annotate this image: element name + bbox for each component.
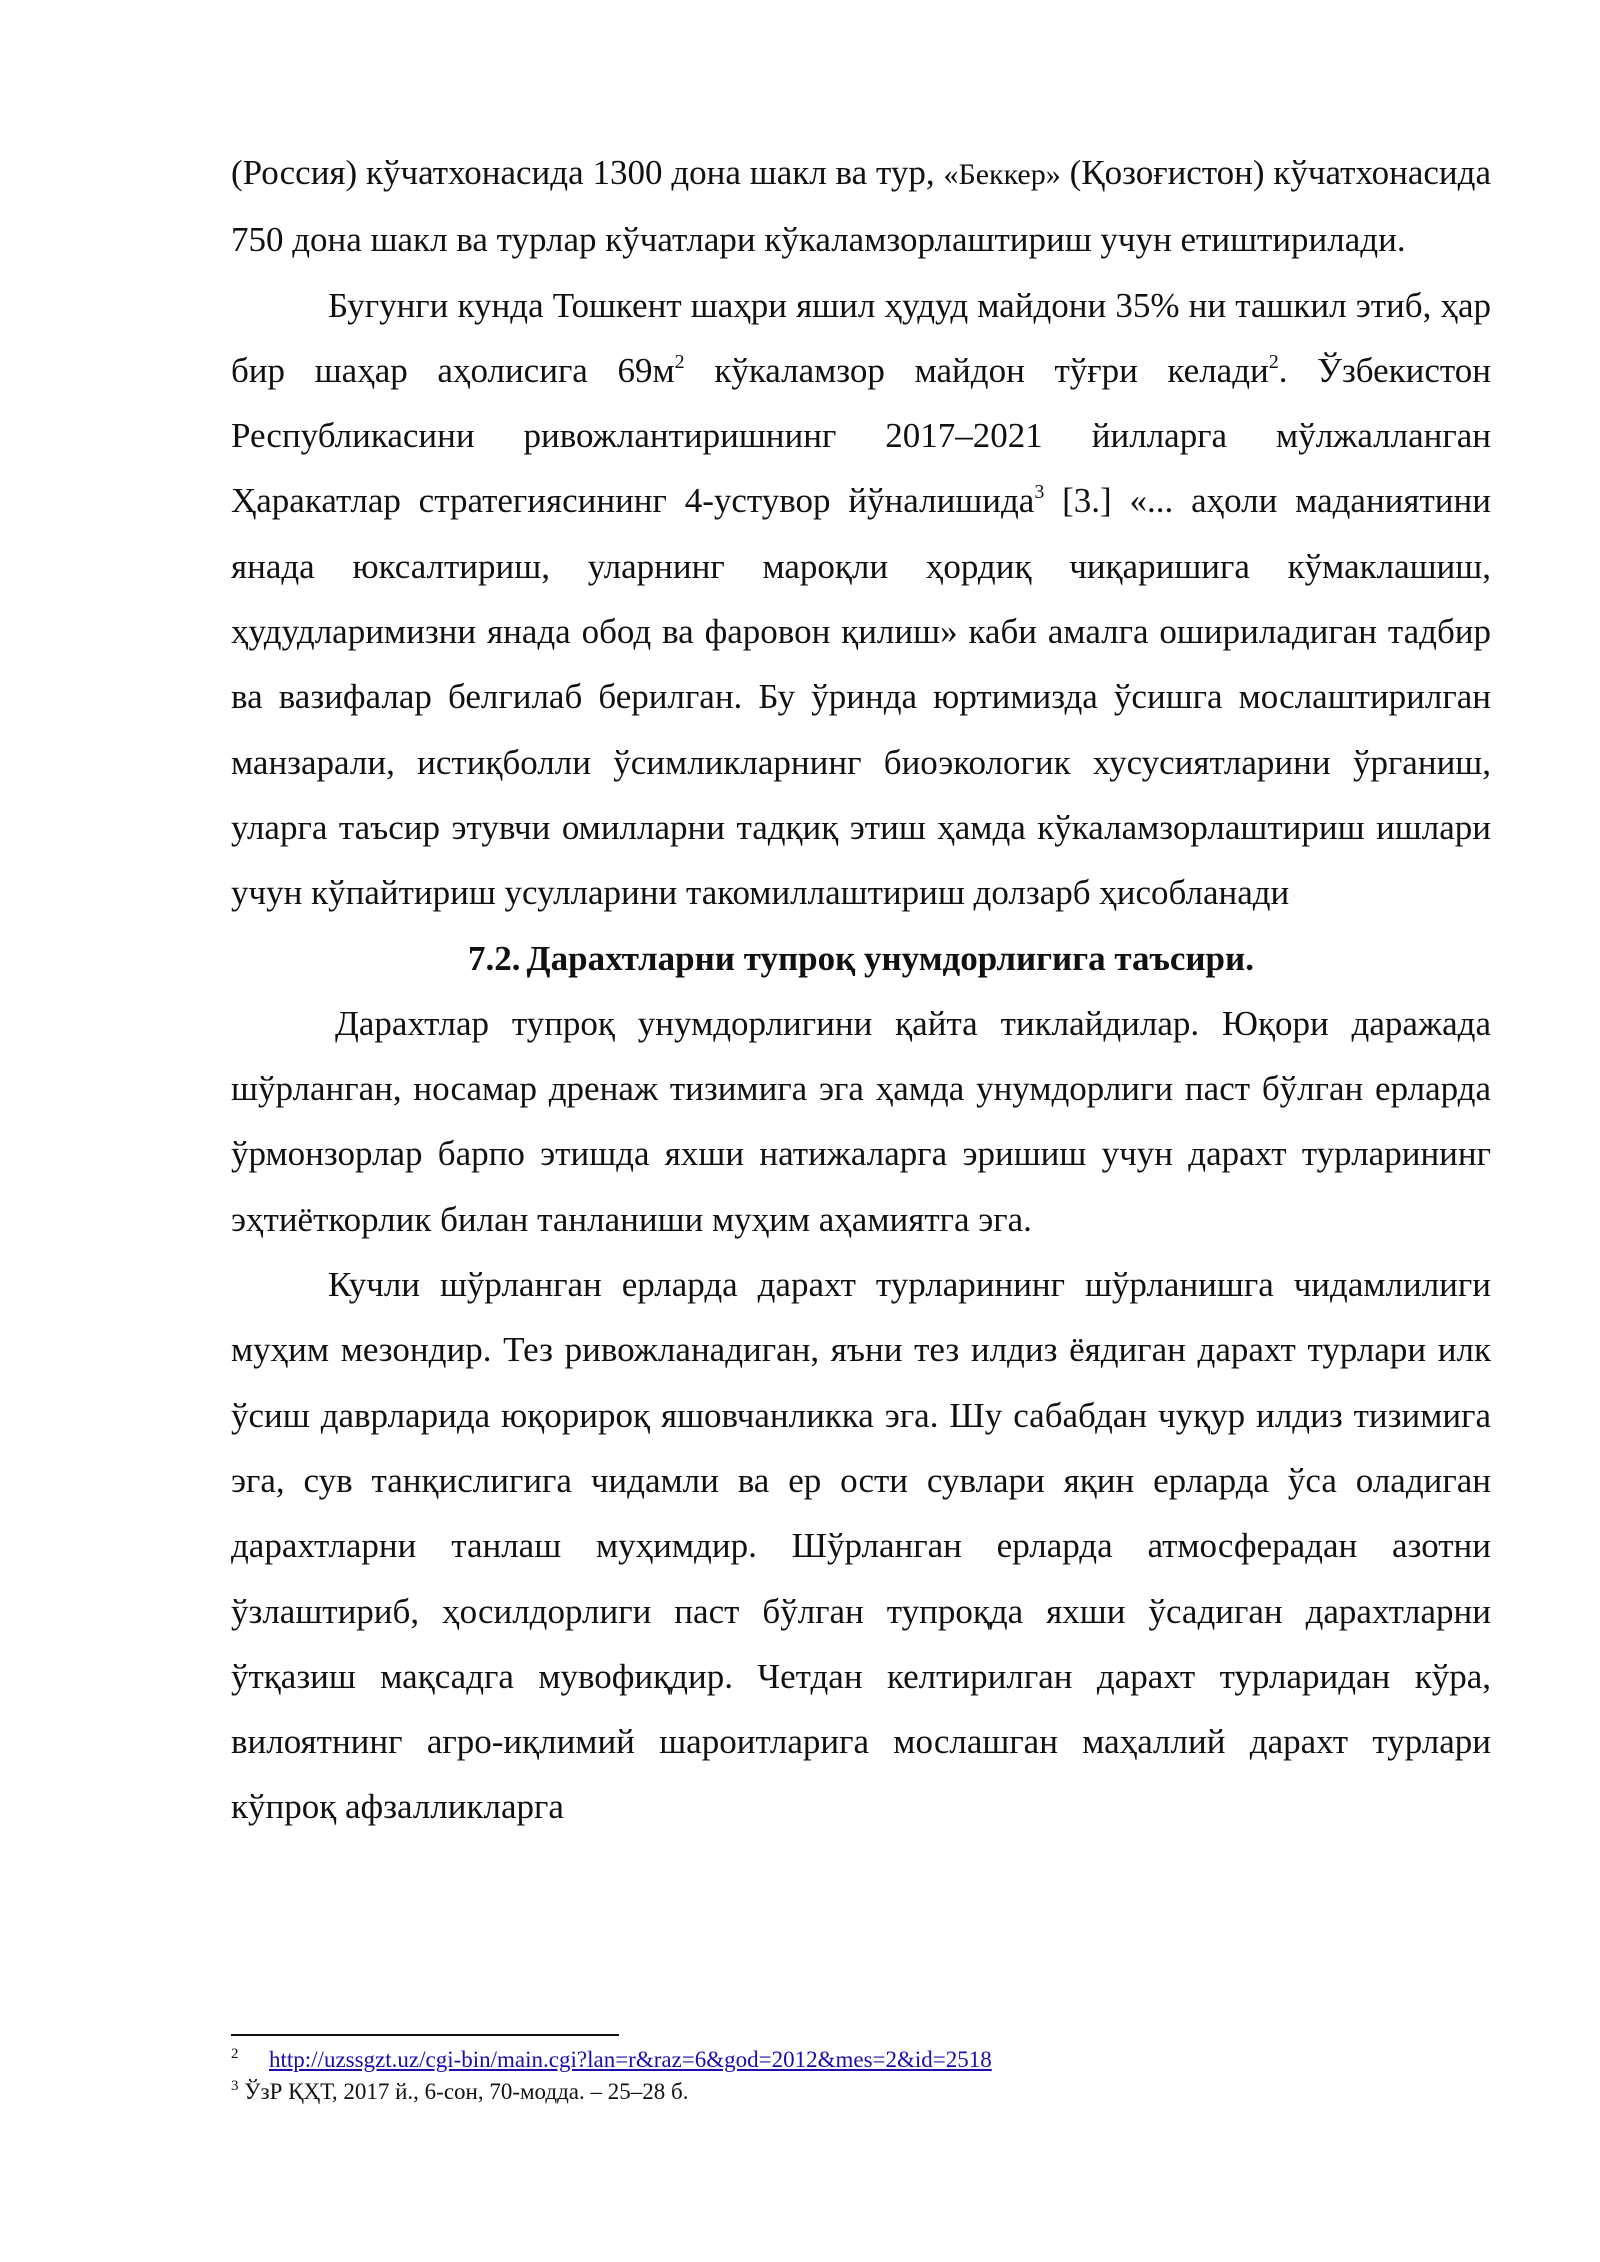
paragraph-text: Бугунги кунда Тошкент шаҳри яшил ҳудуд майдони 35% ни ташкил этиб, ҳар бир шаҳар аҳолисига 69м — [231, 285, 1491, 390]
document-body — [231, 140, 1491, 1840]
section-heading — [231, 926, 1491, 991]
paragraph-text: (Қозоғистон) кўчатхонасида 750 дона шакл ва турлар кўчатлари кўкаламзорлаштириш учун етиштирилади. — [231, 153, 1491, 260]
paragraph-text: кўкаламзор майдон тўғри келади — [684, 350, 1269, 390]
footnote-3 — [231, 2076, 1491, 2108]
section-title: Дарахтларни тупроқ унумдорлигига таъсири. — [526, 938, 1254, 978]
footnote-text: ЎзР ҚҲТ, 2017 й., 6-сон, 70-модда. – 25–28 б. — [238, 2079, 689, 2104]
paragraph-nurseries — [231, 140, 1491, 273]
footnotes — [231, 2044, 1491, 2108]
footnote-2: 2 http://uzssgzt.uz/cgi-bin/main.cgi?lan=r&raz=6&god=2012&mes=2&id=2518 — [231, 2046, 992, 2072]
section-number: 7.2. — [468, 938, 521, 978]
paragraph-green-area — [231, 273, 1491, 926]
paragraph-text: . Ўзбекистон Республикасини ривожлантиришнинг 2017–2021 йилларга мўлжалланган Ҳаракатлар стратегиясининг 4-устувор йўналишида — [231, 350, 1491, 521]
paragraph-salinity: Кучли шўрланган ерларда дарахт турларининг шўрланишга чидамлилиги муҳим мезондир. Тез ривожланадиган, яъни тез илдиз ёядиган дарахт турлари илк ўсиш даврларида юқорироқ яшовчанликка эга. Шу сабабдан чуқур илдиз тизимига эга, сув танқислигига чидамли ва ер ости сувлари яқин ерларда ўса оладиган дарахтларни танлаш муҳимдир. Шўрланган ерларда атмосферадан азотни ўзлаштириб, ҳосилдорлиги паст бўлган тупроқда яхши ўсадиган дарахтларни ўтқазиш мақсадга мувофиқдир. Четдан келтирилган дарахт турларидан кўра, вилоятнинг агро-иқлимий шароитларига мослашган маҳаллий дарахт турлари кўпроқ афзалликларга — [231, 1265, 1491, 1827]
paragraph-text: [3.] «... аҳоли маданиятини янада юксалтириш, уларнинг мароқли ҳордиқ чиқаришига кўмаклашиш, ҳудудларимизни янада обод ва фаровон қилиш» каби амалга ошириладиган тадбир ва вазифалар белгилаб берилган. Бу ўринда юртимизда ўсишга мослаштирилган манзарали, истиқболли ўсимликларнинг биоэкологик хусусиятларини ўрганиш, уларга таъсир этувчи омилларни тадқиқ этиш ҳамда кўкаламзорлаштириш ишлари учун кўпайтириш усулларини такомиллаштириш долзарб ҳисобланади — [231, 481, 1491, 913]
footnote-ref: 2 — [1268, 350, 1279, 373]
footnote-ref: 3 — [1034, 481, 1045, 504]
paragraph-text: (Россия) кўчатхонасида 1300 дона шакл ва тур, — [231, 153, 944, 192]
footnote-link[interactable]: http://uzssgzt.uz/cgi-bin/main.cgi?lan=r&raz=6&god=2012&mes=2&id=2518 — [269, 2047, 992, 2072]
quoted-name: «Беккер» — [943, 158, 1061, 191]
footnote-separator — [231, 2034, 619, 2036]
paragraph-soil-fertility: Дарахтлар тупроқ унумдорлигини қайта тиклайдилар. Юқори даражада шўрланган, носамар дренаж тизимига эга ҳамда унумдорлиги паст бўлган ерларда ўрмонзорлар барпо этишда яхши натижаларга эришиш учун дарахт турларининг эҳтиёткорлик билан танланиши муҳим аҳамиятга эга. — [231, 1003, 1491, 1239]
superscript: 2 — [674, 350, 685, 373]
footnote-mark: 3 — [231, 2078, 239, 2094]
